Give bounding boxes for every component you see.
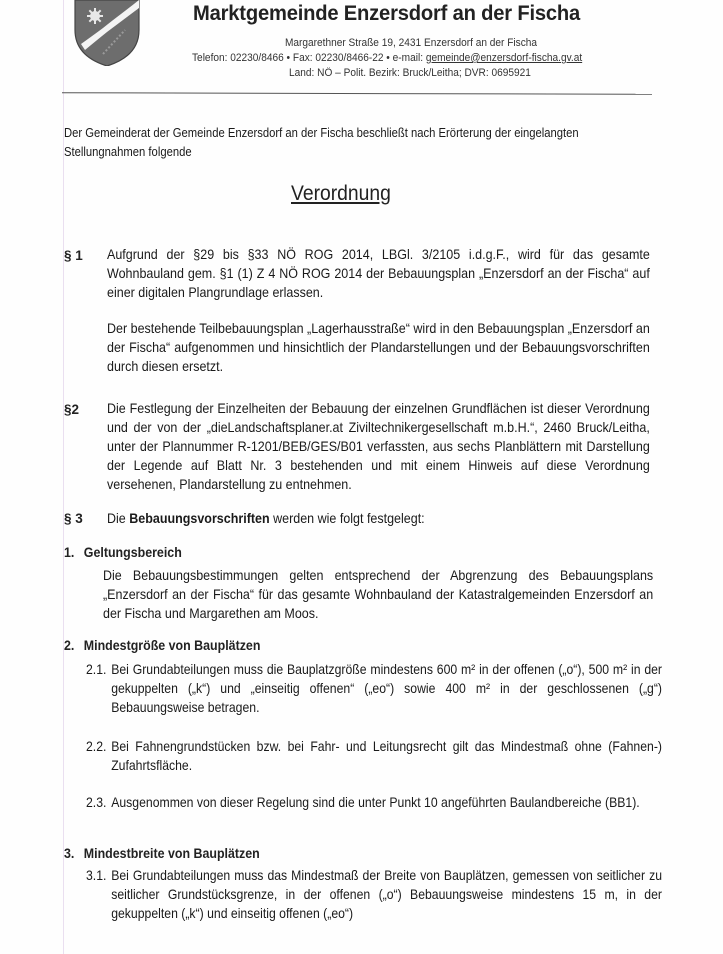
page-title: Verordnung	[291, 182, 391, 205]
subsection	[86, 737, 662, 775]
paragraph-text: Der bestehende Teilbebauungsplan „Lagerhausstraße“ wird in den Bebauungsplan „Enzersdorf an der Fischa“ aufgenommen und hinsichtlich der Plandarstellungen und der Bebauungsvorschriften durch diesen ersetzt.	[107, 321, 650, 374]
paragraph-number: §2	[64, 402, 80, 417]
subsection-number: 3.1.	[86, 868, 107, 883]
subsection-text: Bei Grundabteilungen muss das Mindestmaß der Breite von Bauplätzen, gemessen von seitlicher zu seitlicher Grundstücksgrenze, in der offenen („o“) Bebauungsweise mindestens 15 m, in der gekuppelten („k“) und einseitig offenen („eo“)	[111, 868, 662, 921]
municipality-contact	[192, 52, 582, 64]
municipality-address: Margarethner Straße 19, 2431 Enzersdorf an der Fischa	[285, 37, 538, 49]
section-heading	[64, 545, 182, 560]
paragraph-text: Die Festlegung der Einzelheiten der Bebauung der einzelnen Grundflächen ist dieser Verordnung und der von der „dieLandschaftsplaner.at Ziviltechnikergesellschaft m.b.H.“, 2460 Bruck/Leitha, unter der Plannummer R-1201/BEB/GES/B01 verfassten, aus sechs Planblättern mit Darstellung der Legende auf Blatt Nr. 3 bestehenden und mit einem Hinweis auf diese Verordnung versehenen, Plandarstellung zu entnehmen.	[107, 401, 650, 492]
section-number: 3.	[64, 846, 75, 861]
subsection	[86, 866, 662, 923]
paragraph-text: Aufgrund der §29 bis §33 NÖ ROG 2014, LBGl. 3/2105 i.d.g.F., wird für das gesamte Wohnbauland gem. §1 (1) Z 4 NÖ ROG 2014 der Bebauungsplan „Enzersdorf an der Fischa“ auf einer digitalen Plangrundlage erlassen.	[107, 247, 650, 300]
paragraph-text	[107, 509, 650, 528]
subsection-text: Bei Fahnengrundstücken bzw. bei Fahr- und Leitungsrecht gilt das Mindestmaß ohne (Fahnen-) Zufahrtsfläche.	[111, 739, 662, 773]
section-number: 2.	[64, 638, 75, 653]
subsection-text: Ausgenommen von dieser Regelung sind die unter Punkt 10 angeführten Baulandbereiche (BB1).	[111, 795, 640, 810]
email-link[interactable]: gemeinde@enzersdorf-fischa.gv.at	[425, 52, 583, 64]
paragraph-text-post: werden wie folgt festgelegt:	[269, 511, 425, 526]
subsection-number: 2.3.	[86, 795, 107, 810]
paragraph-number: § 1	[64, 248, 83, 263]
section-heading	[64, 846, 260, 861]
contact-phone-fax: Telefon: 02230/8466 • Fax: 02230/8466-22 • e-mail:	[192, 52, 426, 64]
municipality-name: Marktgemeinde Enzersdorf an der Fischa	[193, 2, 581, 25]
section-heading	[64, 638, 260, 653]
header-divider	[62, 92, 652, 95]
subsection-text: Bei Grundabteilungen muss die Bauplatzgröße mindestens 600 m² in der offenen („o“), 500 m² in der gekuppelten („k“) und „einseitig offenen“ („eo“) sowie 400 m² in der geschlossenen („g“) Bebauungsweise betragen.	[111, 662, 662, 715]
subsection-number: 2.1.	[86, 662, 107, 677]
section-number: 1.	[64, 545, 75, 560]
municipal-coat-of-arms-icon	[73, 0, 141, 66]
subsection	[86, 793, 662, 812]
subsection	[86, 660, 662, 717]
section-title: Mindestgröße von Bauplätzen	[83, 638, 261, 653]
municipality-registry: Land: NÖ – Polit. Bezirk: Bruck/Leitha; DVR: 0695921	[289, 67, 531, 79]
paragraph-number: § 3	[64, 511, 83, 526]
paragraph-text-bold: Bebauungsvorschriften	[129, 511, 270, 526]
paragraph-text-pre: Die	[107, 511, 130, 526]
section-body: Die Bebauungsbestimmungen gelten entsprechend der Abgrenzung des Bebauungsplans „Enzersdorf an der Fischa“ für das gesamte Wohnbauland der Katastralgemeinden Enzersdorf an der Fischa und Margarethen am Moos.	[103, 568, 654, 621]
section-title: Mindestbreite von Bauplätzen	[83, 846, 260, 861]
intro-text: Der Gemeinderat der Gemeinde Enzersdorf an der Fischa beschließt nach Erörterung der eingelangten Stellungnahmen folgende	[64, 126, 579, 159]
subsection-number: 2.2.	[86, 739, 107, 754]
section-title: Geltungsbereich	[83, 545, 182, 560]
